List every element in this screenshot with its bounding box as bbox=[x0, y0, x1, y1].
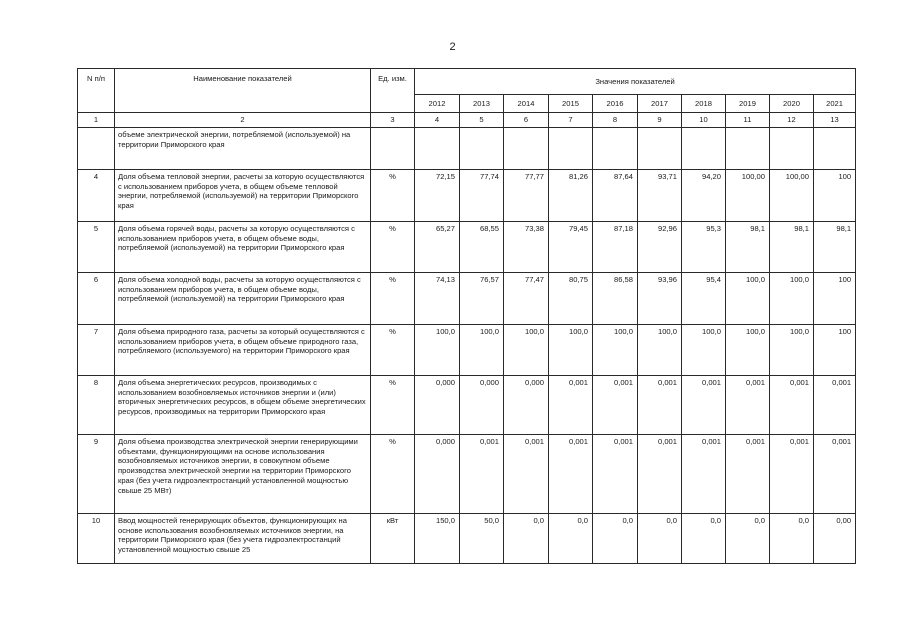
col-unit-header: Ед. изм. bbox=[371, 69, 415, 113]
column-index: 3 bbox=[371, 113, 415, 128]
indicator-name: объеме электрической энергии, потребляемой (используемой) на территории Приморского края bbox=[115, 128, 371, 170]
column-index: 7 bbox=[549, 113, 593, 128]
column-index: 4 bbox=[415, 113, 460, 128]
table-row bbox=[78, 514, 856, 564]
column-index: 6 bbox=[504, 113, 549, 128]
value-cell: 80,75 bbox=[549, 273, 593, 325]
value-cell: 0,001 bbox=[726, 376, 770, 435]
value-cell: 0,0 bbox=[682, 514, 726, 564]
column-index: 8 bbox=[593, 113, 638, 128]
value-cell: 0,00 bbox=[814, 514, 856, 564]
value-cell: 65,27 bbox=[415, 222, 460, 273]
value-cell: 100,0 bbox=[460, 325, 504, 376]
value-cell: 0,000 bbox=[504, 376, 549, 435]
column-index: 5 bbox=[460, 113, 504, 128]
value-cell: 100,00 bbox=[726, 170, 770, 222]
column-index: 11 bbox=[726, 113, 770, 128]
value-cell: 87,64 bbox=[593, 170, 638, 222]
value-cell: 100 bbox=[814, 273, 856, 325]
header-row bbox=[78, 69, 856, 95]
value-cell bbox=[726, 128, 770, 170]
value-cell: 95,3 bbox=[682, 222, 726, 273]
column-index: 13 bbox=[814, 113, 856, 128]
year-header: 2019 bbox=[726, 95, 770, 113]
value-cell: 0,001 bbox=[770, 435, 814, 514]
value-cell bbox=[504, 128, 549, 170]
value-cell: 0,0 bbox=[770, 514, 814, 564]
value-cell: 0,001 bbox=[504, 435, 549, 514]
value-cell: 98,1 bbox=[814, 222, 856, 273]
row-number: 8 bbox=[78, 376, 115, 435]
indicator-name: Доля объема производства электрической энергии генерирующими объектами, функционирующими на основе использования возобновляемых источников энергии, в совокупном объеме производства электрической энергии на территории Приморского края (без учета гидроэлектростанций установленной мощностью свыше 25 МВт) bbox=[115, 435, 371, 514]
value-cell: 0,001 bbox=[638, 435, 682, 514]
value-cell: 0,001 bbox=[638, 376, 682, 435]
value-cell: 100,0 bbox=[726, 325, 770, 376]
value-cell: 77,47 bbox=[504, 273, 549, 325]
value-cell: 93,96 bbox=[638, 273, 682, 325]
table-row bbox=[78, 170, 856, 222]
value-cell: 100,0 bbox=[770, 273, 814, 325]
value-cell: 100,0 bbox=[770, 325, 814, 376]
column-index: 2 bbox=[115, 113, 371, 128]
value-cell bbox=[593, 128, 638, 170]
value-cell: 0,0 bbox=[549, 514, 593, 564]
value-cell: 98,1 bbox=[726, 222, 770, 273]
value-cell: 150,0 bbox=[415, 514, 460, 564]
value-cell: 100 bbox=[814, 170, 856, 222]
row-number: 7 bbox=[78, 325, 115, 376]
year-header: 2018 bbox=[682, 95, 726, 113]
year-header: 2021 bbox=[814, 95, 856, 113]
row-number: 9 bbox=[78, 435, 115, 514]
value-cell: 77,77 bbox=[504, 170, 549, 222]
row-number bbox=[78, 128, 115, 170]
value-cell bbox=[460, 128, 504, 170]
value-cell: 95,4 bbox=[682, 273, 726, 325]
column-index: 9 bbox=[638, 113, 682, 128]
indicator-name: Доля объема холодной воды, расчеты за которую осуществляются с использованием приборов учета, в общем объеме воды, потребляемой (используемой) на территории Приморского края bbox=[115, 273, 371, 325]
year-header: 2020 bbox=[770, 95, 814, 113]
table-row bbox=[78, 435, 856, 514]
table-row bbox=[78, 273, 856, 325]
value-cell: 0,000 bbox=[415, 435, 460, 514]
value-cell bbox=[682, 128, 726, 170]
col-values-header: Значения показателей bbox=[415, 69, 856, 95]
unit-cell: % bbox=[371, 273, 415, 325]
value-cell: 86,58 bbox=[593, 273, 638, 325]
value-cell: 0,000 bbox=[460, 376, 504, 435]
value-cell: 0,0 bbox=[638, 514, 682, 564]
column-index: 12 bbox=[770, 113, 814, 128]
value-cell: 0,001 bbox=[682, 435, 726, 514]
value-cell: 0,0 bbox=[593, 514, 638, 564]
value-cell: 0,001 bbox=[549, 376, 593, 435]
table-row bbox=[78, 325, 856, 376]
value-cell: 0,001 bbox=[770, 376, 814, 435]
value-cell: 76,57 bbox=[460, 273, 504, 325]
page-number: 2 bbox=[449, 41, 456, 53]
value-cell: 73,38 bbox=[504, 222, 549, 273]
value-cell: 100,0 bbox=[549, 325, 593, 376]
value-cell: 0,001 bbox=[549, 435, 593, 514]
column-index: 1 bbox=[78, 113, 115, 128]
value-cell: 50,0 bbox=[460, 514, 504, 564]
unit-cell: % bbox=[371, 222, 415, 273]
value-cell: 100 bbox=[814, 325, 856, 376]
value-cell: 0,001 bbox=[460, 435, 504, 514]
indicator-name: Доля объема горячей воды, расчеты за которую осуществляются с использованием приборов учета, в общем объеме воды, потребляемой (используемой) на территории Приморского края bbox=[115, 222, 371, 273]
value-cell: 0,001 bbox=[726, 435, 770, 514]
value-cell: 92,96 bbox=[638, 222, 682, 273]
row-number: 4 bbox=[78, 170, 115, 222]
value-cell: 93,71 bbox=[638, 170, 682, 222]
value-cell bbox=[770, 128, 814, 170]
year-header: 2012 bbox=[415, 95, 460, 113]
value-cell: 72,15 bbox=[415, 170, 460, 222]
value-cell: 100,0 bbox=[415, 325, 460, 376]
value-cell: 0,0 bbox=[504, 514, 549, 564]
value-cell bbox=[415, 128, 460, 170]
value-cell: 68,55 bbox=[460, 222, 504, 273]
indicator-name: Доля объема энергетических ресурсов, производимых с использованием возобновляемых источников энергии и (или) вторичных энергетических ресурсов, в общем объеме энергетических ресурсов, производимых на территории Приморского края bbox=[115, 376, 371, 435]
column-index: 10 bbox=[682, 113, 726, 128]
indicators-table bbox=[77, 68, 856, 564]
value-cell: 0,0 bbox=[726, 514, 770, 564]
value-cell: 100,0 bbox=[682, 325, 726, 376]
value-cell: 100,0 bbox=[726, 273, 770, 325]
table-row bbox=[78, 222, 856, 273]
year-header: 2015 bbox=[549, 95, 593, 113]
row-number: 6 bbox=[78, 273, 115, 325]
value-cell bbox=[549, 128, 593, 170]
unit-cell: % bbox=[371, 170, 415, 222]
value-cell: 94,20 bbox=[682, 170, 726, 222]
row-number: 5 bbox=[78, 222, 115, 273]
indicator-name: Доля объема тепловой энергии, расчеты за которую осуществляются с использованием приборов учета, в общем объеме тепловой энергии, потребляемой (используемой) на территории Приморского края bbox=[115, 170, 371, 222]
indicator-name: Доля объема природного газа, расчеты за который осуществляются с использованием приборов учета, в общем объеме природного газа, потребляемого (используемого) на территории Приморского края bbox=[115, 325, 371, 376]
value-cell: 100,00 bbox=[770, 170, 814, 222]
col-num-header: N п/п bbox=[78, 69, 115, 113]
index-row bbox=[78, 113, 856, 128]
table-row bbox=[78, 128, 856, 170]
year-header: 2016 bbox=[593, 95, 638, 113]
value-cell bbox=[638, 128, 682, 170]
value-cell: 100,0 bbox=[504, 325, 549, 376]
unit-cell: % bbox=[371, 435, 415, 514]
year-header: 2017 bbox=[638, 95, 682, 113]
value-cell: 77,74 bbox=[460, 170, 504, 222]
indicator-name: Ввод мощностей генерирующих объектов, функционирующих на основе использования возобновляемых источников энергии, на территории Приморского края (без учета гидроэлектростанций установленной мощностью свыше 25 bbox=[115, 514, 371, 564]
value-cell: 0,001 bbox=[682, 376, 726, 435]
col-name-header: Наименование показателей bbox=[115, 69, 371, 113]
value-cell: 100,0 bbox=[638, 325, 682, 376]
unit-cell: кВт bbox=[371, 514, 415, 564]
unit-cell: % bbox=[371, 325, 415, 376]
year-header: 2014 bbox=[504, 95, 549, 113]
value-cell: 87,18 bbox=[593, 222, 638, 273]
table-row bbox=[78, 376, 856, 435]
value-cell: 0,001 bbox=[814, 376, 856, 435]
row-number: 10 bbox=[78, 514, 115, 564]
year-header: 2013 bbox=[460, 95, 504, 113]
value-cell: 0,001 bbox=[814, 435, 856, 514]
value-cell: 79,45 bbox=[549, 222, 593, 273]
value-cell: 100,0 bbox=[593, 325, 638, 376]
unit-cell: % bbox=[371, 376, 415, 435]
value-cell bbox=[814, 128, 856, 170]
value-cell: 0,000 bbox=[415, 376, 460, 435]
value-cell: 0,001 bbox=[593, 435, 638, 514]
value-cell: 0,001 bbox=[593, 376, 638, 435]
value-cell: 98,1 bbox=[770, 222, 814, 273]
value-cell: 74,13 bbox=[415, 273, 460, 325]
value-cell: 81,26 bbox=[549, 170, 593, 222]
unit-cell bbox=[371, 128, 415, 170]
